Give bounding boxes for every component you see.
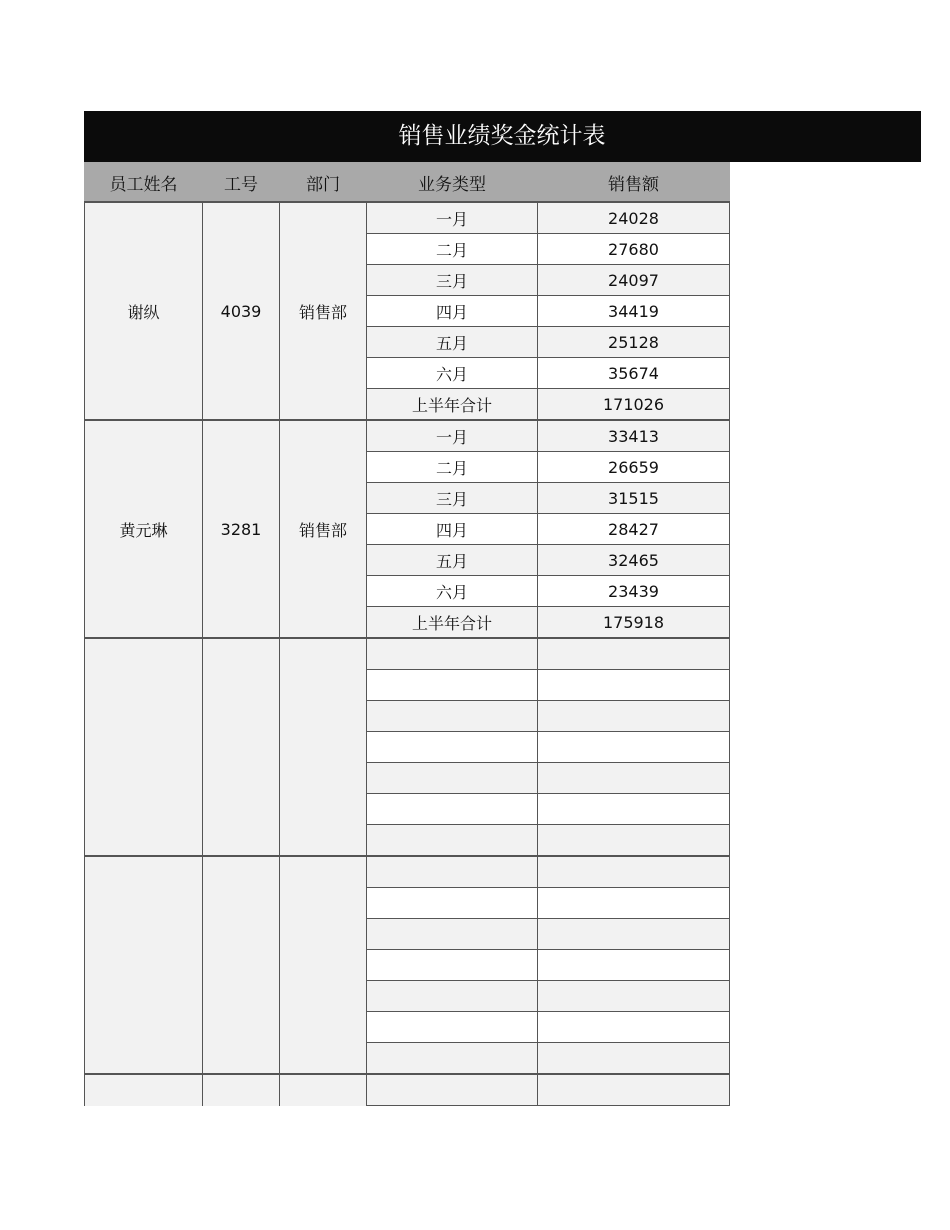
type-cell[interactable]: 六月 bbox=[367, 576, 538, 607]
type-cell[interactable] bbox=[367, 1043, 538, 1075]
sales-bonus-table bbox=[84, 162, 730, 1106]
amount-cell[interactable]: 32465 bbox=[538, 545, 730, 576]
type-cell[interactable] bbox=[367, 794, 538, 825]
type-cell[interactable]: 五月 bbox=[367, 545, 538, 576]
amount-cell[interactable]: 24028 bbox=[538, 202, 730, 234]
type-cell[interactable] bbox=[367, 1012, 538, 1043]
amount-cell[interactable] bbox=[538, 856, 730, 888]
amount-cell[interactable]: 34419 bbox=[538, 296, 730, 327]
amount-cell[interactable]: 31515 bbox=[538, 483, 730, 514]
header-dept: 部门 bbox=[280, 163, 367, 203]
table-row bbox=[85, 420, 730, 452]
type-cell[interactable]: 一月 bbox=[367, 202, 538, 234]
employee-dept-cell[interactable] bbox=[280, 1074, 367, 1106]
employee-name-cell[interactable] bbox=[85, 1074, 203, 1106]
amount-cell[interactable]: 35674 bbox=[538, 358, 730, 389]
employee-dept-cell[interactable]: 销售部 bbox=[280, 202, 367, 420]
amount-cell[interactable] bbox=[538, 888, 730, 919]
employee-id-cell[interactable]: 4039 bbox=[203, 202, 280, 420]
employee-id-cell[interactable] bbox=[203, 856, 280, 1074]
type-cell[interactable]: 四月 bbox=[367, 296, 538, 327]
type-cell[interactable]: 四月 bbox=[367, 514, 538, 545]
type-cell[interactable]: 三月 bbox=[367, 265, 538, 296]
amount-cell[interactable]: 27680 bbox=[538, 234, 730, 265]
employee-name-cell[interactable]: 谢纵 bbox=[85, 202, 203, 420]
title-bar bbox=[84, 111, 921, 162]
sheet-title: 销售业绩奖金统计表 bbox=[398, 123, 606, 149]
amount-cell[interactable] bbox=[538, 1074, 730, 1106]
amount-cell[interactable]: 25128 bbox=[538, 327, 730, 358]
amount-cell[interactable] bbox=[538, 981, 730, 1012]
type-cell[interactable]: 一月 bbox=[367, 420, 538, 452]
amount-cell[interactable] bbox=[538, 670, 730, 701]
type-cell[interactable]: 三月 bbox=[367, 483, 538, 514]
header-id: 工号 bbox=[203, 163, 280, 203]
type-cell[interactable] bbox=[367, 701, 538, 732]
amount-cell[interactable]: 175918 bbox=[538, 607, 730, 639]
amount-cell[interactable]: 33413 bbox=[538, 420, 730, 452]
header-type: 业务类型 bbox=[367, 163, 538, 203]
employee-id-cell[interactable] bbox=[203, 638, 280, 856]
type-cell[interactable] bbox=[367, 670, 538, 701]
amount-cell[interactable] bbox=[538, 919, 730, 950]
type-cell[interactable] bbox=[367, 950, 538, 981]
type-cell[interactable] bbox=[367, 919, 538, 950]
type-cell[interactable] bbox=[367, 825, 538, 857]
amount-cell[interactable] bbox=[538, 1012, 730, 1043]
table-row bbox=[85, 638, 730, 670]
amount-cell[interactable]: 28427 bbox=[538, 514, 730, 545]
amount-cell[interactable] bbox=[538, 1043, 730, 1075]
employee-dept-cell[interactable] bbox=[280, 638, 367, 856]
amount-cell[interactable]: 26659 bbox=[538, 452, 730, 483]
type-cell[interactable] bbox=[367, 856, 538, 888]
type-cell[interactable] bbox=[367, 732, 538, 763]
type-cell[interactable]: 二月 bbox=[367, 234, 538, 265]
employee-id-cell[interactable] bbox=[203, 1074, 280, 1106]
amount-cell[interactable] bbox=[538, 763, 730, 794]
header-row bbox=[85, 163, 730, 203]
table-row bbox=[85, 1074, 730, 1106]
amount-cell[interactable]: 23439 bbox=[538, 576, 730, 607]
type-cell[interactable]: 六月 bbox=[367, 358, 538, 389]
type-cell[interactable]: 上半年合计 bbox=[367, 389, 538, 421]
table-row bbox=[85, 856, 730, 888]
employee-name-cell[interactable] bbox=[85, 856, 203, 1074]
amount-cell[interactable]: 171026 bbox=[538, 389, 730, 421]
employee-dept-cell[interactable]: 销售部 bbox=[280, 420, 367, 638]
type-cell[interactable] bbox=[367, 888, 538, 919]
type-cell[interactable] bbox=[367, 638, 538, 670]
table-row bbox=[85, 202, 730, 234]
type-cell[interactable] bbox=[367, 763, 538, 794]
header-amount: 销售额 bbox=[538, 163, 730, 203]
type-cell[interactable]: 上半年合计 bbox=[367, 607, 538, 639]
header-name: 员工姓名 bbox=[85, 163, 203, 203]
type-cell[interactable]: 五月 bbox=[367, 327, 538, 358]
type-cell[interactable]: 二月 bbox=[367, 452, 538, 483]
amount-cell[interactable] bbox=[538, 950, 730, 981]
amount-cell[interactable] bbox=[538, 701, 730, 732]
employee-name-cell[interactable]: 黄元琳 bbox=[85, 420, 203, 638]
employee-name-cell[interactable] bbox=[85, 638, 203, 856]
amount-cell[interactable] bbox=[538, 825, 730, 857]
amount-cell[interactable]: 24097 bbox=[538, 265, 730, 296]
amount-cell[interactable] bbox=[538, 732, 730, 763]
amount-cell[interactable] bbox=[538, 794, 730, 825]
type-cell[interactable] bbox=[367, 981, 538, 1012]
amount-cell[interactable] bbox=[538, 638, 730, 670]
type-cell[interactable] bbox=[367, 1074, 538, 1106]
employee-dept-cell[interactable] bbox=[280, 856, 367, 1074]
employee-id-cell[interactable]: 3281 bbox=[203, 420, 280, 638]
